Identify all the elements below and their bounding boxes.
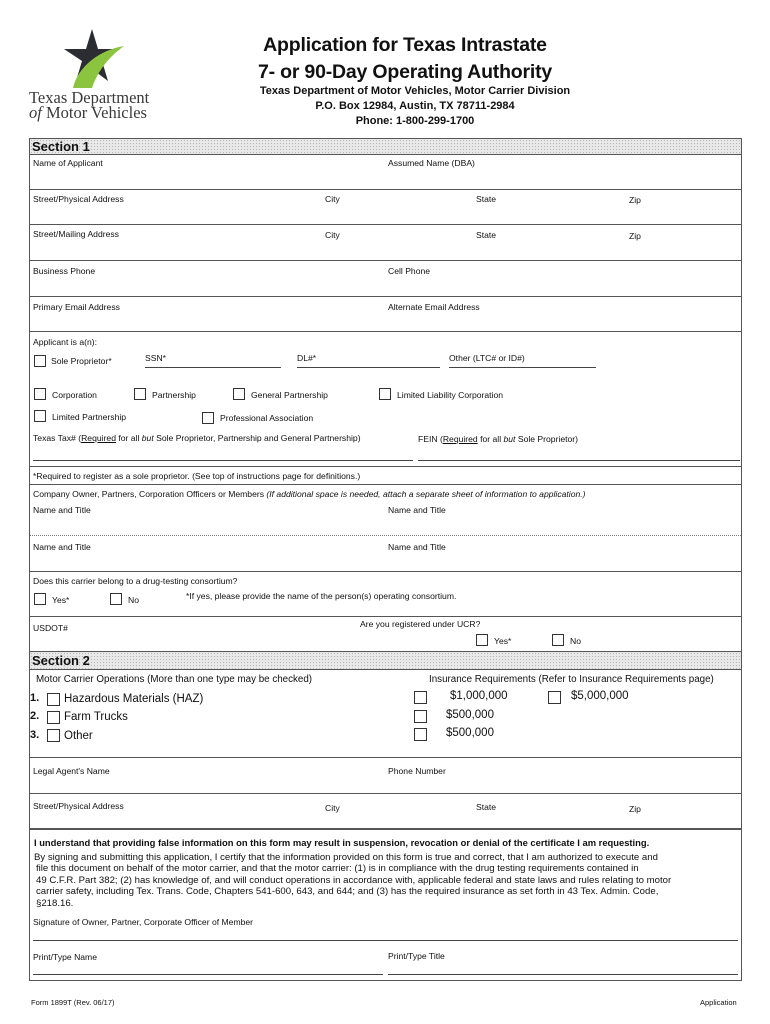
print-title-label: Print/Type Title: [388, 951, 445, 961]
mailing-address-row: [30, 225, 741, 261]
limited-partnership-label: Limited Partnership: [52, 412, 127, 422]
section2-header: Section 2: [30, 652, 741, 670]
mailing-state-field[interactable]: State: [476, 230, 497, 240]
legal-agent-field[interactable]: Legal Agent's Name: [33, 766, 110, 776]
owners-heading: Company Owner, Partners, Corporation Officers or Members (If additional space is needed, attach a separate sheet of information to application.): [33, 489, 586, 499]
ssn-label: SSN*: [145, 353, 167, 363]
corporation-checkbox[interactable]: [34, 388, 46, 400]
certification-text-3: 49 C.F.R. Part 382; (2) has knowledge of, and will conduct operations in accordance with, applicable federal and state laws and rules relating to motor: [36, 874, 672, 886]
llc-checkbox[interactable]: [379, 388, 391, 400]
hazardous-materials-label: Hazardous Materials (HAZ): [64, 693, 204, 705]
owners-row-2: [30, 536, 741, 572]
owner-name-title-1[interactable]: Name and Title: [33, 505, 91, 515]
assumed-name-field[interactable]: Assumed Name (DBA): [388, 158, 475, 168]
phone-row: [30, 261, 741, 297]
general-partnership-label: General Partnership: [251, 390, 328, 400]
owner-name-title-3[interactable]: Name and Title: [33, 542, 91, 552]
form-number: Form 1899T (Rev. 06/17): [31, 998, 115, 1007]
insurance-500k-checkbox-1[interactable]: [414, 710, 427, 723]
texas-tax-label: Texas Tax# (Required for all but Sole Proprietor, Partnership and General Partnership): [33, 433, 361, 443]
logo-text-line1: Texas Department: [29, 88, 150, 107]
ucr-no-checkbox[interactable]: [552, 634, 564, 646]
other-ltc-label: Other (LTC# or ID#): [449, 353, 525, 363]
print-name-label: Print/Type Name: [33, 952, 97, 962]
certification-text-5: §218.16.: [36, 897, 74, 909]
operations-insurance-row: [30, 670, 741, 758]
state-field[interactable]: State: [476, 194, 497, 204]
farm-trucks-label: Farm Trucks: [64, 711, 128, 723]
mailing-city-field[interactable]: City: [325, 230, 340, 240]
partnership-label: Partnership: [152, 390, 196, 400]
certification-box: [29, 829, 742, 981]
section1-box: [29, 138, 742, 652]
street-mailing-field[interactable]: Street/Mailing Address: [33, 229, 119, 239]
applicant-type-row: [30, 332, 741, 467]
insurance-500k-checkbox-2[interactable]: [414, 728, 427, 741]
city-field[interactable]: City: [325, 194, 340, 204]
drug-yes-checkbox[interactable]: [34, 593, 46, 605]
owner-name-title-4[interactable]: Name and Title: [388, 542, 446, 552]
ssn-input[interactable]: [145, 367, 281, 368]
certification-warning: I understand that providing false information on this form may result in suspension, revocation or denial of the certificate I am requesting.: [34, 837, 650, 848]
corporation-label: Corporation: [52, 390, 97, 400]
txdmv-star-logo: [58, 28, 130, 90]
division-phone: Phone: 1-800-299-1700: [355, 115, 475, 127]
operations-heading: Motor Carrier Operations (More than one type may be checked): [36, 674, 313, 685]
page-label: Application: [700, 998, 737, 1007]
drug-no-checkbox[interactable]: [110, 593, 122, 605]
agent-phone-field[interactable]: Phone Number: [388, 766, 446, 776]
signature-label: Signature of Owner, Partner, Corporate Officer of Member: [33, 917, 254, 927]
op-number-3: 3.: [30, 729, 40, 741]
ucr-yes-label: Yes*: [494, 636, 512, 646]
name-of-applicant-field[interactable]: Name of Applicant: [33, 158, 103, 168]
ucr-no-label: No: [570, 636, 581, 646]
form-title-line2: 7- or 90-Day Operating Authority: [257, 61, 553, 83]
usdot-field[interactable]: USDOT#: [33, 623, 68, 633]
op-number-2: 2.: [30, 710, 40, 722]
general-partnership-checkbox[interactable]: [233, 388, 245, 400]
drug-question: Does this carrier belong to a drug-testing consortium?: [33, 576, 238, 586]
street-physical-field[interactable]: Street/Physical Address: [33, 194, 124, 204]
partnership-checkbox[interactable]: [134, 388, 146, 400]
certification-text-4: carrier safety, including Tex. Trans. Code, Chapters 541-600, 643, and 644; and (3) has the required insurance as set forth in 43 Tex. Admin. Code,: [36, 886, 659, 897]
agent-street-field[interactable]: Street/Physical Address: [33, 801, 124, 811]
insurance-500k-label-2: $500,000: [446, 727, 494, 739]
required-note: *Required to register as a sole proprietor. (See top of instructions page for definitions.): [33, 471, 361, 481]
division-name: Texas Department of Motor Vehicles, Motor Carrier Division: [259, 85, 571, 97]
form-title-line1: Application for Texas Intrastate: [263, 34, 547, 56]
signature-input[interactable]: [33, 940, 738, 941]
mailing-zip-field[interactable]: Zip: [629, 231, 641, 241]
insurance-1m-checkbox[interactable]: [414, 691, 427, 704]
other-operation-checkbox[interactable]: [47, 729, 60, 742]
sole-proprietor-checkbox[interactable]: [34, 355, 46, 367]
other-operation-label: Other: [64, 730, 93, 742]
insurance-5m-label: $5,000,000: [571, 690, 629, 702]
insurance-heading: Insurance Requirements (Refer to Insurance Requirements page): [429, 674, 714, 685]
zip-field[interactable]: Zip: [629, 195, 641, 205]
limited-partnership-checkbox[interactable]: [34, 410, 46, 422]
logo-text-line2: of Motor Vehicles: [29, 103, 147, 122]
dl-label: DL#*: [297, 353, 317, 363]
hazardous-materials-checkbox[interactable]: [47, 693, 60, 706]
drug-consortium-row: [30, 572, 741, 617]
business-phone-field[interactable]: Business Phone: [33, 266, 96, 276]
insurance-1m-label: $1,000,000: [450, 690, 508, 702]
sole-proprietor-label: Sole Proprietor*: [51, 356, 112, 366]
agent-address-row: [30, 794, 741, 828]
physical-address-row: [30, 190, 741, 225]
ucr-yes-checkbox[interactable]: [476, 634, 488, 646]
primary-email-field[interactable]: Primary Email Address: [33, 302, 120, 312]
op-number-1: 1.: [30, 692, 40, 704]
section2-box: [29, 651, 742, 829]
farm-trucks-checkbox[interactable]: [47, 711, 60, 724]
agent-city-field[interactable]: City: [325, 803, 340, 813]
drug-yes-label: Yes*: [52, 595, 70, 605]
owners-row-1: [30, 485, 741, 536]
print-title-input[interactable]: [388, 974, 738, 975]
cell-phone-field[interactable]: Cell Phone: [388, 266, 431, 276]
alternate-email-field[interactable]: Alternate Email Address: [388, 302, 480, 312]
fein-input[interactable]: [418, 460, 740, 461]
insurance-5m-checkbox[interactable]: [548, 691, 561, 704]
certification-text-2: file this document on behalf of the motor carrier, and that the motor carrier: (1) is in compliance with the drug testing requirements contained in: [36, 863, 639, 874]
other-ltc-input[interactable]: [449, 367, 596, 368]
certification-text-1: By signing and submitting this application, I certify that the information provided on this form is true and correct, that I am authorized to execute and: [34, 851, 658, 863]
dl-input[interactable]: [297, 367, 440, 368]
owner-name-title-2[interactable]: Name and Title: [388, 505, 446, 515]
agent-zip-field[interactable]: Zip: [629, 804, 641, 814]
professional-association-label: Professional Association: [220, 413, 314, 423]
applicant-name-row: [30, 155, 741, 190]
division-address: P.O. Box 12984, Austin, TX 78711-2984: [315, 100, 515, 112]
texas-tax-input[interactable]: [33, 460, 413, 461]
ucr-question: Are you registered under UCR?: [360, 619, 481, 629]
email-row: [30, 297, 741, 332]
applicant-is-label: Applicant is a(n):: [33, 337, 98, 347]
fein-label: FEIN (Required for all but Sole Proprietor): [418, 434, 579, 444]
professional-association-checkbox[interactable]: [202, 412, 214, 424]
llc-label: Limited Liability Corporation: [397, 390, 504, 400]
print-name-input[interactable]: [33, 974, 383, 975]
drug-no-label: No: [128, 595, 139, 605]
legal-agent-row: [30, 758, 741, 794]
agent-state-field[interactable]: State: [476, 802, 497, 812]
insurance-500k-label-1: $500,000: [446, 709, 494, 721]
drug-note: *If yes, please provide the name of the person(s) operating consortium.: [186, 591, 457, 601]
section1-header: Section 1: [30, 139, 741, 155]
required-note-row: [30, 467, 741, 485]
